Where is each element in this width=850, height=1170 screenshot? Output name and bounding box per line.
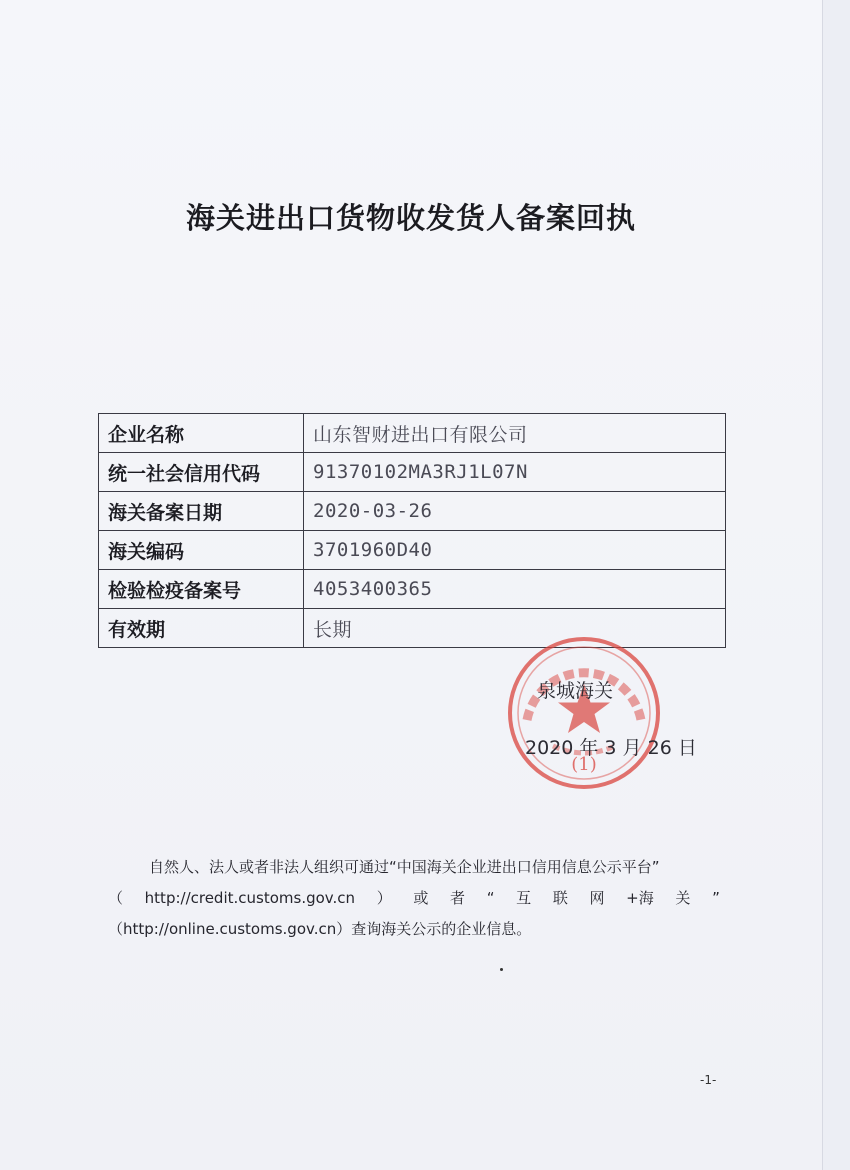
row-label: 有效期: [99, 609, 304, 648]
table-row: [99, 453, 726, 492]
notice-line-1: 自然人、法人或者非法人组织可通过“中国海关企业进出口信用信息公示平台”: [149, 858, 660, 876]
notice-line-3: （http://online.customs.gov.cn）查询海关公示的企业信息。: [108, 920, 532, 938]
row-value: 2020-03-26: [304, 492, 726, 531]
row-value: 4053400365: [304, 570, 726, 609]
row-value: 3701960D40: [304, 531, 726, 570]
table-row: [99, 492, 726, 531]
notice-token: （: [108, 889, 124, 907]
registration-table: [98, 413, 726, 648]
credit-url-link: http://credit.customs.gov.cn: [144, 889, 356, 907]
row-label: 海关备案日期: [99, 492, 304, 531]
notice-token: 网: [589, 889, 605, 907]
row-value: 山东智财进出口有限公司: [304, 414, 726, 453]
row-label: 统一社会信用代码: [99, 453, 304, 492]
seal-number: (1): [571, 754, 597, 775]
notice-token: 联: [552, 889, 568, 907]
notice-token: ）: [376, 889, 392, 907]
notice-token: “: [486, 889, 495, 907]
page-margin-strip: [823, 0, 850, 1170]
notice-line-2: [108, 883, 720, 914]
row-label: 检验检疫备案号: [99, 570, 304, 609]
notice-paragraph: [108, 852, 720, 945]
table-row: [99, 570, 726, 609]
document-title: 海关进出口货物收发货人备案回执: [185, 201, 636, 235]
table-row: [99, 414, 726, 453]
notice-token: +海: [626, 889, 654, 907]
notice-token: 互: [516, 889, 532, 907]
row-label: 企业名称: [99, 414, 304, 453]
notice-token: 者: [450, 889, 466, 907]
row-value: 长期: [304, 609, 726, 648]
issuing-office: 泉城海关: [537, 680, 614, 702]
notice-token: 关: [675, 889, 691, 907]
row-label: 海关编码: [99, 531, 304, 570]
stray-dot: [500, 968, 503, 971]
notice-token: ”: [712, 889, 720, 907]
issue-date: 2020 年 3 月 26 日: [525, 737, 697, 759]
page-number: -1-: [700, 1073, 717, 1087]
official-seal-icon: [505, 634, 663, 792]
table-row: [99, 531, 726, 570]
notice-token: 或: [413, 889, 429, 907]
row-value: 91370102MA3RJ1L07N: [304, 453, 726, 492]
